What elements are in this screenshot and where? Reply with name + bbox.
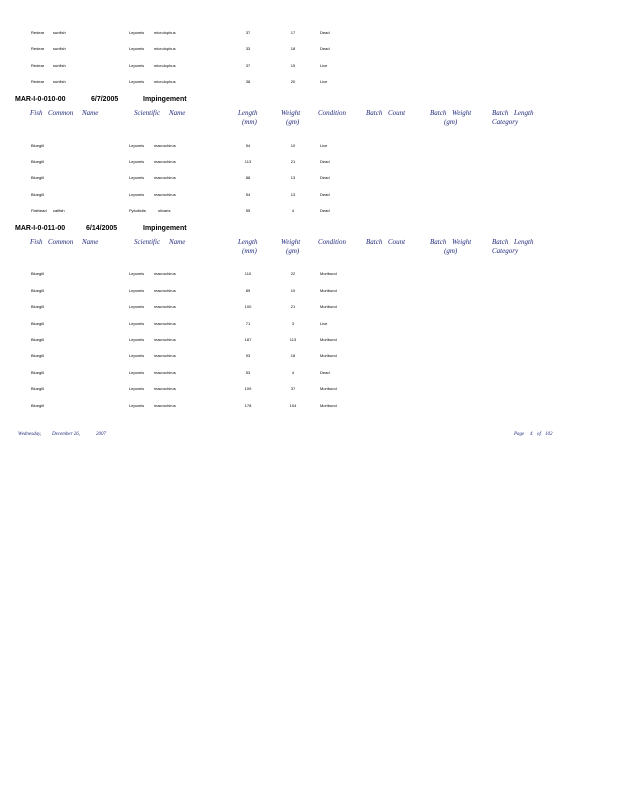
scientific-species: macrochirus (154, 143, 176, 148)
condition-value: Dead (320, 192, 330, 197)
scientific-genus: Lepomis (129, 370, 145, 375)
footer-page-word: Page (514, 432, 525, 437)
header-condition: Condition (318, 238, 347, 246)
weight-value: 4 (291, 208, 295, 213)
common-name-1: Bluegill (31, 353, 44, 358)
length-value: 178 (244, 403, 252, 408)
scientific-genus: Lepomis (129, 403, 145, 408)
condition-value: Dead (320, 46, 330, 51)
common-name-1: Bluegill (31, 288, 44, 293)
scientific-genus: Lepomis (129, 30, 145, 35)
header-length-unit: (mm) (242, 247, 257, 255)
table-row (0, 175, 618, 183)
common-name-1: Bluegill (31, 175, 44, 180)
scientific-species: macrochirus (154, 353, 176, 358)
common-name-1: Redear (31, 46, 45, 51)
table-row (0, 370, 618, 378)
table-row (0, 63, 618, 71)
length-value: 88 (245, 175, 251, 180)
length-value: 100 (244, 304, 252, 309)
scientific-genus: Lepomis (129, 192, 145, 197)
scientific-species: macrochirus (154, 159, 176, 164)
length-value: 37 (245, 63, 251, 68)
common-name-1: Bluegill (31, 403, 44, 408)
table-row (0, 353, 618, 361)
page-footer (0, 431, 618, 441)
scientific-species: macrochirus (154, 403, 176, 408)
common-name-2: sunfish (53, 63, 66, 68)
common-name-1: Redear (31, 63, 45, 68)
weight-value: 21 (290, 159, 296, 164)
common-name-1: Bluegill (31, 321, 44, 326)
common-name-2: catfish (53, 208, 65, 213)
header-length: Length (238, 238, 258, 246)
weight-value: 13 (290, 192, 296, 197)
footer-month-day: December 26, (52, 432, 81, 437)
header-weight-unit: (gm) (286, 247, 300, 255)
common-name-1: Bluegill (31, 304, 44, 309)
table-row (0, 337, 618, 345)
header-scientific: Scientific (134, 238, 161, 246)
condition-value: Live (320, 321, 328, 326)
header-count: Count (388, 238, 406, 246)
header-batch-weight-1: Batch (430, 238, 447, 246)
header-category: Category (492, 247, 519, 255)
scientific-species: macrochirus (154, 386, 176, 391)
column-header (0, 109, 618, 129)
common-name-1: Bluegill (31, 337, 44, 342)
header-batch-length-1: Batch (492, 109, 509, 117)
header-batch: Batch (366, 238, 383, 246)
scientific-species: macrochirus (154, 321, 176, 326)
scientific-species: macrochirus (154, 370, 176, 375)
common-name-1: Redear (31, 30, 45, 35)
table-row (0, 143, 618, 151)
header-sci-name: Name (169, 238, 186, 246)
header-common: Common (48, 109, 74, 117)
sample-id: MAR-I-0-011-00 (15, 225, 66, 232)
sample-id: MAR-I-0-010-00 (15, 96, 66, 103)
common-name-1: Bluegill (31, 386, 44, 391)
scientific-species: macrochirus (154, 304, 176, 309)
scientific-species: macrochirus (154, 192, 176, 197)
footer-year: 2007 (96, 432, 106, 437)
common-name-1: Bluegill (31, 192, 44, 197)
scientific-genus: Lepomis (129, 288, 145, 293)
header-fish: Fish (30, 109, 43, 117)
table-row (0, 30, 618, 38)
header-batch-weight-2: Weight (452, 238, 472, 246)
header-batch-weight-unit: (gm) (444, 118, 458, 126)
condition-value: Dead (320, 30, 330, 35)
weight-value: 10 (290, 288, 296, 293)
header-batch-length-1: Batch (492, 238, 509, 246)
scientific-species: microlophus (154, 30, 176, 35)
scientific-species: microlophus (154, 46, 176, 51)
scientific-species: microlophus (154, 79, 176, 84)
scientific-genus: Lepomis (129, 63, 145, 68)
common-name-1: Bluegill (31, 271, 44, 276)
common-name-1: Bluegill (31, 159, 44, 164)
section-title (15, 94, 615, 106)
table-row (0, 288, 618, 296)
scientific-genus: Lepomis (129, 337, 145, 342)
header-count: Count (388, 109, 406, 117)
condition-value: Dead (320, 159, 330, 164)
section-title (15, 223, 615, 235)
common-name-1: Bluegill (31, 370, 44, 375)
length-value: 113 (244, 159, 252, 164)
length-value: 55 (245, 208, 251, 213)
condition-value: Moribund (320, 386, 337, 391)
header-weight-unit: (gm) (286, 118, 300, 126)
condition-value: Live (320, 63, 328, 68)
scientific-species: macrochirus (154, 175, 176, 180)
footer-of-word: of (537, 432, 541, 437)
weight-value: 20 (290, 79, 296, 84)
table-row (0, 159, 618, 167)
weight-value: 113 (289, 337, 297, 342)
length-value: 38 (245, 79, 251, 84)
weight-value: 22 (290, 271, 296, 276)
scientific-genus: Lepomis (129, 175, 145, 180)
header-name: Name (82, 238, 99, 246)
table-row (0, 386, 618, 394)
header-batch-length-2: Length (514, 109, 534, 117)
table-row (0, 46, 618, 54)
scientific-genus: Pylodictis (129, 208, 146, 213)
weight-value: 4 (291, 370, 295, 375)
length-value: 37 (245, 30, 251, 35)
header-length-unit: (mm) (242, 118, 257, 126)
length-value: 110 (244, 271, 252, 276)
scientific-species: macrochirus (154, 337, 176, 342)
length-value: 54 (245, 143, 251, 148)
column-header (0, 238, 618, 258)
common-name-1: Redear (31, 79, 45, 84)
scientific-genus: Lepomis (129, 321, 145, 326)
weight-value: 15 (290, 63, 296, 68)
condition-value: Moribund (320, 304, 337, 309)
header-fish: Fish (30, 238, 43, 246)
header-weight: Weight (281, 109, 301, 117)
footer-page-number: 4 (530, 432, 533, 437)
table-row (0, 304, 618, 312)
header-batch-weight-2: Weight (452, 109, 472, 117)
table-row (0, 208, 618, 216)
length-value: 93 (245, 353, 251, 358)
header-batch-weight-1: Batch (430, 109, 447, 117)
common-name-1: Flathead (31, 208, 47, 213)
weight-value: 13 (290, 175, 296, 180)
header-weight: Weight (281, 238, 301, 246)
condition-value: Moribund (320, 337, 337, 342)
weight-value: 10 (290, 143, 296, 148)
scientific-genus: Lepomis (129, 143, 145, 148)
condition-value: Live (320, 143, 328, 148)
header-name: Name (82, 109, 99, 117)
weight-value: 18 (290, 46, 296, 51)
condition-value: Moribund (320, 353, 337, 358)
header-length: Length (238, 109, 258, 117)
length-value: 89 (245, 288, 251, 293)
length-value: 71 (245, 321, 251, 326)
condition-value: Dead (320, 208, 330, 213)
scientific-genus: Lepomis (129, 159, 145, 164)
scientific-genus: Lepomis (129, 353, 145, 358)
length-value: 33 (245, 46, 251, 51)
header-scientific: Scientific (134, 109, 161, 117)
common-name-2: sunfish (53, 79, 66, 84)
condition-value: Dead (320, 175, 330, 180)
weight-value: 104 (289, 403, 297, 408)
table-row (0, 271, 618, 279)
footer-total-pages: 102 (545, 432, 553, 437)
header-batch: Batch (366, 109, 383, 117)
condition-value: Moribund (320, 271, 337, 276)
condition-value: Live (320, 79, 328, 84)
weight-value: 3 (291, 321, 295, 326)
common-name-1: Bluegill (31, 143, 44, 148)
header-condition: Condition (318, 109, 347, 117)
common-name-2: sunfish (53, 46, 66, 51)
header-common: Common (48, 238, 74, 246)
table-row (0, 79, 618, 87)
weight-value: 18 (290, 353, 296, 358)
sample-date: 6/14/2005 (86, 225, 118, 232)
header-category: Category (492, 118, 519, 126)
condition-value: Dead (320, 370, 330, 375)
scientific-genus: Lepomis (129, 386, 145, 391)
sample-type: Impingement (143, 225, 187, 232)
header-batch-weight-unit: (gm) (444, 247, 458, 255)
scientific-species: macrochirus (154, 288, 176, 293)
scientific-genus: Lepomis (129, 79, 145, 84)
length-value: 54 (245, 192, 251, 197)
common-name-2: sunfish (53, 30, 66, 35)
table-row (0, 403, 618, 411)
sample-date: 6/7/2005 (91, 96, 119, 103)
condition-value: Moribund (320, 403, 337, 408)
header-sci-name: Name (169, 109, 186, 117)
scientific-genus: Lepomis (129, 271, 145, 276)
weight-value: 37 (290, 386, 296, 391)
scientific-genus: Lepomis (129, 304, 145, 309)
header-batch-length-2: Length (514, 238, 534, 246)
length-value: 187 (244, 337, 252, 342)
scientific-genus: Lepomis (129, 46, 145, 51)
weight-value: 17 (290, 30, 296, 35)
sample-type: Impingement (143, 96, 187, 103)
scientific-species: macrochirus (154, 271, 176, 276)
scientific-species: microlophus (154, 63, 176, 68)
table-row (0, 321, 618, 329)
condition-value: Moribund (320, 288, 337, 293)
weight-value: 21 (290, 304, 296, 309)
scientific-species: olivaris (158, 208, 171, 213)
length-value: 53 (245, 370, 251, 375)
table-row (0, 192, 618, 200)
length-value: 109 (244, 386, 252, 391)
footer-weekday: Wednesday, (18, 432, 42, 437)
